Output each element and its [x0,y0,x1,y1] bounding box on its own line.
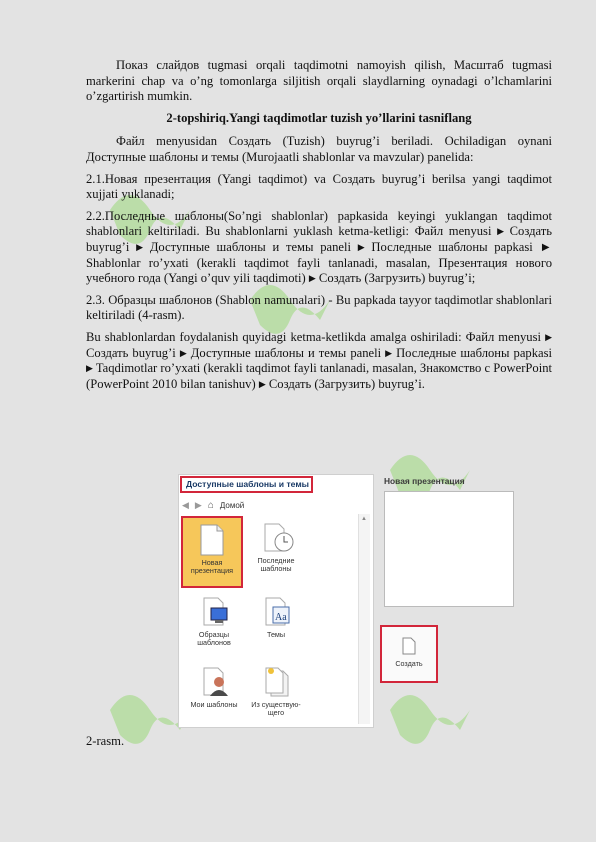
create-label: Создать [395,659,423,668]
triangle-right-icon: ▶ [86,363,93,374]
tile-label: Образцы шаблонов [197,630,231,648]
svg-text:Aa: Aa [275,612,287,623]
tile-my-templates[interactable] [183,660,245,724]
figure-caption: 2-rasm. [86,734,125,748]
tile-themes[interactable] [245,590,307,656]
scroll-up-icon[interactable]: ▲ [361,516,367,522]
tile-label: Новая презентация [190,558,234,576]
nav-home-label[interactable]: Домой [219,500,245,510]
triangle-right-icon: ▶ [179,347,187,358]
blank-document-icon [199,524,225,556]
back-arrow-icon[interactable]: ◀ [182,499,189,510]
triangle-right-icon: ▶ [545,331,552,342]
tile-recent-templates[interactable] [245,516,307,588]
triangle-right-icon: ▶ [258,378,266,389]
preview-panel [384,491,514,607]
triangle-right-icon: ▶ [357,241,365,252]
task-heading: 2-topshiriq.Yangi taqdimotlar tuzish yo’llarini tasniflang [166,110,472,125]
paragraph-3: 2.1.Новая презентация (Yangi taqdimot) va Создать buyrug’i berilsa yangi taqdimot xujjati yuklanadi; [86,171,552,202]
home-icon[interactable]: ⌂ [207,499,214,511]
panel-title: Доступные шаблоны и темы [180,476,313,493]
create-button[interactable] [380,625,438,683]
from-existing-icon [263,666,289,698]
sample-templates-icon [201,596,227,628]
body-text [86,58,552,398]
tile-new-presentation[interactable] [181,516,243,588]
my-templates-icon [201,666,227,698]
tile-label: Последние шаблоны [257,556,295,574]
forward-arrow-icon[interactable]: ▶ [194,499,202,510]
paragraph-5: 2.3. Образцы шаблонов (Shablon namunalari) - Bu papkada tayyor taqdimotlar shablonlari keltiriladi (4-rasm). [86,292,552,323]
paragraph-1: Показ слайдов tugmasi orqali taqdimotni namoyish qilish, Масштаб tugmasi markerini chap va o’ng tomonlarga siljitish orqali slaydlarning oynadagi o’lchamlarini o’zgartirish mumkin. [86,58,552,104]
create-document-icon [402,637,416,655]
tile-sample-templates[interactable] [183,590,245,656]
triangle-right-icon: ▶ [308,273,316,284]
themes-icon [263,596,289,628]
tile-from-existing[interactable] [245,660,307,724]
triangle-right-icon: ▶ [136,241,144,252]
paragraph-4: 2.2.Последные шаблоны(So’ngi shablonlar) papkasida keyingi yuklangan taqdimot shablonlari keltiriladi. Bu shablonlarni yuklash ketma-ketligi: Файл menyusi ▶ Создать buyrug’i ▶ Доступные шаблоны и темы paneli ▶ Последные шаблоны papkasi ► Shablonlar ro’yxati (kerakli taqdimot fayli tanlanadi, masalan, Презентация нового учебного года (Yangi o’quv yili taqdimoti) ▶ Создать (Загрузить) buyrug’i; [86,208,552,286]
preview-title: Новая презентация [384,476,465,486]
recent-clock-icon [263,522,289,554]
tile-label: Мои шаблоны [190,700,238,709]
scrollbar[interactable] [358,514,370,724]
nav-bar [182,497,368,513]
triangle-right-icon: ▶ [497,226,504,237]
tile-label: Из существую-щего [251,700,301,718]
tile-label: Темы [266,630,286,639]
paragraph-2: Файл menyusidan Создать (Tuzish) buyrug’i beriladi. Ochiladigan oynani Доступные шаблоны и темы (Murojaatli shablonlar va mavzular) panelida: [86,134,552,164]
triangle-right-icon: ▶ [385,347,393,358]
paragraph-6: Bu shablonlardan foydalanish quyidagi ketma-ketlikda amalga oshiriladi: Файл menyusi ▶ Создать buyrug’i ▶ Доступные шаблоны и темы paneli ▶ Последные шаблоны papkasi ▶ Taqdimotlar ro’yxati (kerakli taqdimot fayli tanlanadi, masalan, Знакомство с PowerPoint (PowerPoint 2010 bilan tanishuv) ▶ Создать (Загрузить) buyrug’i. [86,329,552,391]
